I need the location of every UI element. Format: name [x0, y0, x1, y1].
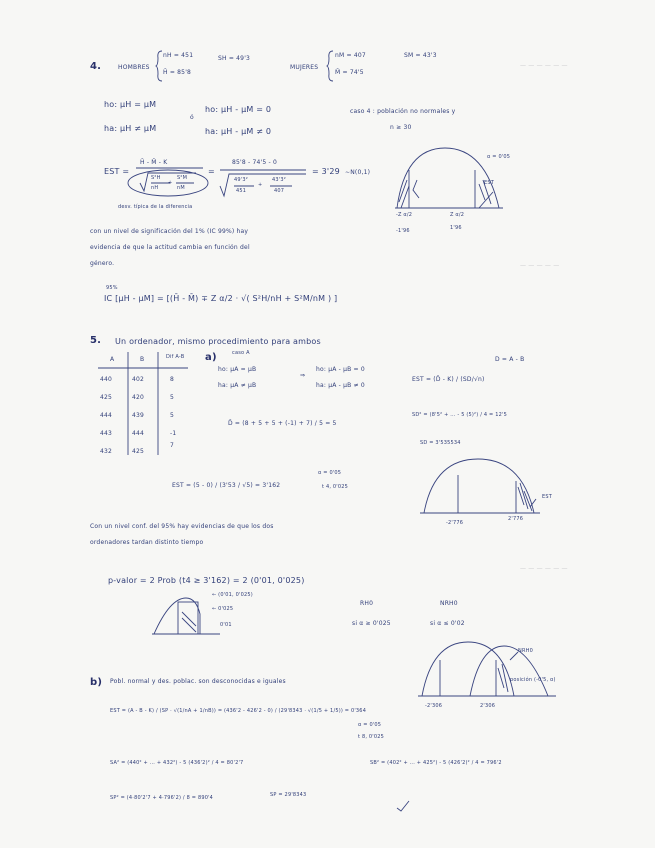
- est-label: EST =: [104, 167, 130, 176]
- est-t-calc: EST = (5 - 0) / (3'53 / √5) = 3'162: [172, 482, 281, 489]
- conclusion-line-3: género.: [90, 260, 115, 267]
- implies-arrow: ⇒: [300, 372, 306, 379]
- row-5-diff: 7: [170, 442, 175, 449]
- men-s: SH = 49'3: [218, 55, 251, 62]
- row-4-b: 444: [132, 430, 145, 437]
- p-value-calc: p-valor = 2 Prob (t4 ≥ 3'162) = 2 (0'01, 0'025): [108, 576, 305, 585]
- est-equals: =: [208, 167, 215, 176]
- plus-sign: +: [168, 180, 173, 186]
- table-header-a: A: [110, 356, 115, 363]
- sa2-calc: SA² = (440² + ... + 432²) - 5 (436'2)² / 4 = 80'2'7: [110, 760, 244, 766]
- b-alpha: α = 0'05: [358, 722, 382, 728]
- conclusion-5-line-2: ordenadores tardan distinto tiempo: [90, 539, 204, 546]
- row-3-diff: 5: [170, 412, 175, 419]
- table-header-b: B: [140, 356, 145, 363]
- part-b-title: Pobl. normal y des. poblac. son desconocidas e iguales: [110, 678, 286, 685]
- ic-formula: IC [μH - μM] = [(H̄ - M̄) ∓ Z α/2 · √( S²H/nH + S²M/nM ) ]: [104, 294, 338, 303]
- alpha-ex4: α = 0'05: [487, 154, 511, 160]
- rh0-label: RH0: [360, 600, 374, 607]
- sd2-calc: SD² = (8'5² + ... - 5 (5)²) / 4 = 12'5: [412, 412, 507, 418]
- ic-confidence: 95%: [106, 285, 118, 291]
- alpha-ex5: α = 0'05: [318, 470, 342, 476]
- h1-difference: ha: μH - μM ≠ 0: [205, 127, 272, 136]
- rh0-condition: si α ≥ 0'025: [352, 620, 391, 627]
- difference-definition: D = A - B: [495, 356, 525, 363]
- row-4-diff: -1: [170, 430, 177, 437]
- case-description: caso 4 : población no normales y: [350, 108, 456, 115]
- nrh0-label: NRH0: [440, 600, 458, 607]
- b-t-positive: 2'306: [480, 703, 496, 709]
- row-1-b: 402: [132, 376, 145, 383]
- pv-upper-label: ← 0'025: [212, 606, 234, 612]
- b-t-critical: t 8, 0'025: [358, 734, 385, 740]
- brace-women: [326, 50, 334, 82]
- est-result: = 3'29: [312, 167, 340, 176]
- men-n: nH = 451: [163, 52, 194, 59]
- sp2-calc: SP² = (4·80'2'7 + 4·796'2) / 8 = 890'4: [110, 795, 214, 801]
- women-label: MUJERES: [290, 64, 319, 71]
- den-s2: S²M: [177, 175, 188, 181]
- den-n2: nM: [177, 185, 185, 191]
- row-5-a: 432: [100, 448, 113, 455]
- est-distribution: ∼N(0,1): [345, 169, 371, 176]
- h1b-part-a: ha: μA - μB ≠ 0: [316, 382, 365, 389]
- b-est-formula: EST = (A - B - K) / (SP · √(1/nA + 1/nB)) = (436'2 - 426'2 - 0) / (29'8343 · √(1/5 + 1/5)) = 0'364: [110, 708, 367, 714]
- row-3-b: 439: [132, 412, 145, 419]
- pen-checkmark: [396, 800, 410, 812]
- t-negative: -2'776: [446, 520, 464, 526]
- part-b-label: b): [90, 677, 103, 688]
- den-n1: nH: [151, 185, 159, 191]
- est-numerator: H̄ - M̄ - K: [140, 159, 168, 166]
- bleed-through-text: — — — — — —: [520, 62, 568, 69]
- b-t-negative: -2'306: [425, 703, 443, 709]
- h0-part-a: ho: μA = μB: [218, 366, 257, 373]
- women-mean: M̄ = 74'5: [335, 69, 364, 76]
- dbar-calc: D̄ = (8 + 5 + 5 + (-1) + 7) / 5 = 5: [228, 420, 337, 427]
- den-d2: 407: [274, 188, 285, 194]
- sd-value: SD = 3'535534: [420, 440, 461, 446]
- conclusion-line-2: evidencia de que la actitud cambia en función del: [90, 244, 250, 251]
- den-d1: 451: [236, 188, 247, 194]
- bleed-through-text: — — — — — —: [520, 565, 568, 572]
- exercise-4-number: 4.: [90, 61, 102, 72]
- h0-difference: ho: μH - μM = 0: [205, 105, 272, 114]
- h0b-part-a: ho: μA - μB = 0: [316, 366, 365, 373]
- est-mark-ex5: EST: [542, 494, 552, 500]
- pv-interval-label: ← (0'01, 0'025): [212, 592, 253, 598]
- plus-sign: +: [258, 182, 263, 188]
- p-value-curve: [152, 592, 222, 642]
- sb2-calc: SB² = (402² + ... + 425²) - 5 (426'2)² / 4 = 796'2: [370, 760, 502, 766]
- row-1-diff: 8: [170, 376, 175, 383]
- row-2-diff: 5: [170, 394, 175, 401]
- b-position: posición (-0'5, α): [510, 677, 556, 683]
- den-v2: 43'3²: [272, 177, 286, 183]
- h1-part-a: ha: μA ≠ μB: [218, 382, 257, 389]
- h1-statement: ha: μH ≠ μM: [104, 124, 157, 133]
- part-a-label: a): [205, 352, 217, 363]
- den-s1: S²H: [151, 175, 161, 181]
- est-mark-ex4: EST: [484, 180, 494, 186]
- brace-men: [155, 50, 163, 82]
- t-curve-ex5: [420, 455, 540, 520]
- women-n: nM = 407: [335, 52, 366, 59]
- row-3-a: 444: [100, 412, 113, 419]
- men-mean: H̄ = 85'8: [163, 69, 192, 76]
- est-numeric-fraction: [218, 168, 310, 202]
- row-4-a: 443: [100, 430, 113, 437]
- normal-curve-ex4: [395, 140, 505, 215]
- or-word: ó: [190, 114, 194, 121]
- conclusion-5-line-1: Con un nivel conf. del 95% hay evidencias de que los dos: [90, 523, 274, 530]
- z-right-label: Z α/2: [450, 212, 465, 218]
- t-positive: 2'776: [508, 516, 524, 522]
- table-header-diff: Dif A-B: [166, 354, 185, 360]
- nrh0-condition: si α ≤ 0'02: [430, 620, 465, 627]
- est-formula-5: EST = (D̄ - K) / (SD/√n): [412, 376, 485, 383]
- case-a-label: caso A: [232, 350, 250, 356]
- men-label: HOMBRES: [118, 64, 150, 71]
- z-left-label: -Z α/2: [396, 212, 413, 218]
- den-v1: 49'3²: [234, 177, 248, 183]
- est-den-note: desv. típica de la diferencia: [118, 204, 193, 210]
- conclusion-line-1: con un nivel de significación del 1% (IC 99%) hay: [90, 228, 249, 235]
- z-right-value: 1'96: [450, 225, 462, 231]
- h0-statement: ho: μH = μM: [104, 100, 157, 109]
- exercise-5-number: 5.: [90, 335, 102, 346]
- row-2-a: 425: [100, 394, 113, 401]
- exercise-5-title: Un ordenador, mismo procedimiento para ambos: [115, 337, 321, 346]
- table-grid: [96, 350, 192, 460]
- women-s: SM = 43'3: [404, 52, 437, 59]
- bleed-through-text: — — — — —: [520, 262, 560, 269]
- sp-value: SP = 29'8343: [270, 792, 307, 798]
- est-numeric-numerator: 85'8 - 74'5 - 0: [232, 159, 277, 166]
- b-nrh0: NRH0: [518, 648, 533, 654]
- t-critical: t 4, 0'025: [322, 484, 349, 490]
- z-left-value: -1'96: [396, 228, 410, 234]
- case-condition: n ≥ 30: [390, 124, 412, 131]
- row-5-b: 425: [132, 448, 145, 455]
- row-2-b: 420: [132, 394, 145, 401]
- t-curves-part-b: [418, 638, 558, 703]
- row-1-a: 440: [100, 376, 113, 383]
- pv-lower-label: 0'01: [220, 622, 232, 628]
